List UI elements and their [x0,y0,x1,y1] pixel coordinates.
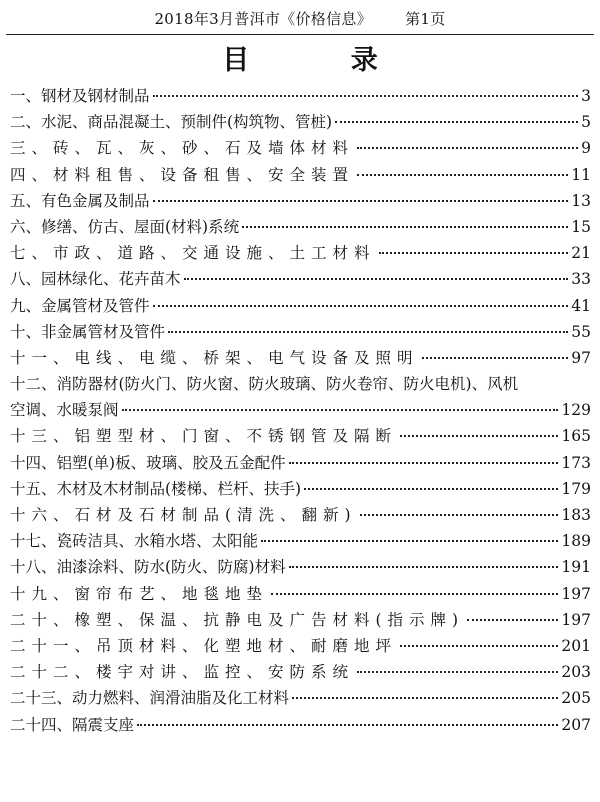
toc-entry[interactable] [10,83,591,109]
toc-entry-page: 183 [561,506,591,524]
toc-title: 目 录 [222,45,424,76]
toc-entry[interactable] [10,659,591,685]
issue-title: 2018年3月普洱市《价格信息》 [154,10,372,28]
toc-entry-label: 二十四、隔震支座 [10,715,135,734]
toc-entry-label: 十三、铝塑型材、门窗、不锈钢管及隔断 [10,427,398,446]
toc-entry-label: 六、修缮、仿古、屋面(材料)系统 [10,217,240,236]
dot-leader [467,619,558,621]
dot-leader [137,724,558,726]
toc-entry-page: 129 [561,401,591,420]
dot-leader [357,174,568,176]
toc-entry-label: 二十一、吊顶材料、化塑地材、耐磨地坪 [10,636,398,655]
toc-entry-page: 13 [571,191,591,210]
toc-entry-page: 197 [561,610,591,629]
dot-leader [304,488,558,490]
toc-entry-page: 201 [561,636,591,655]
toc-entry-label: 十七、瓷砖洁具、水箱水塔、太阳能 [10,532,259,551]
dot-leader [400,645,558,647]
toc-entry[interactable] [10,293,591,319]
toc-entry-page: 55 [571,322,591,341]
toc-entry-label: 五、有色金属及制品 [10,191,150,210]
toc-entry-page: 41 [571,296,591,315]
toc-entry[interactable] [10,581,591,607]
toc-entry[interactable] [10,450,591,476]
dot-leader [242,226,568,228]
dot-leader [271,593,558,595]
toc-entry[interactable] [10,188,591,214]
dot-leader [422,357,569,359]
toc-entry-page: 11 [571,165,591,184]
toc-entry-label: 八、园林绿化、花卉苗木 [10,270,181,289]
header-text [6,8,594,29]
dot-leader [357,671,558,673]
toc-entry-page: 5 [581,113,591,132]
toc-entry[interactable] [10,423,591,449]
toc-entry[interactable] [10,528,591,554]
toc-entry-page: 197 [561,584,591,603]
toc-entry-label: 空调、水暖泵阀 [10,401,119,420]
toc-entry-label: 十二、消防器材(防火门、防火窗、防火玻璃、防火卷帘、防火电机)、风机 [10,375,519,394]
toc-entry-page: 191 [561,558,591,577]
toc-entry-label: 二、水泥、商品混凝土、预制件(构筑物、管桩) [10,113,333,132]
toc-entry-label: 三、砖、瓦、灰、砂、石及墙体材料 [10,139,355,158]
toc-entry[interactable] [10,109,591,135]
page-number: 第1页 [405,10,446,28]
page-header [6,0,594,35]
toc-entry-label: 十一、电线、电缆、桥架、电气设备及照明 [10,348,419,367]
toc-entry-label: 十八、油漆涂料、防水(防火、防腐)材料 [10,558,286,577]
toc-entry[interactable] [10,607,591,633]
toc-entry-label: 十、非金属管材及管件 [10,322,166,341]
dot-leader [184,278,569,280]
toc-entry-page: 9 [581,139,591,158]
toc-entry[interactable] [10,685,591,711]
toc-entry[interactable] [10,214,591,240]
toc-entry-page: 3 [581,87,591,105]
dot-leader [168,331,568,333]
dot-leader [360,514,559,516]
toc-entry-label: 九、金属管材及管件 [10,296,150,315]
toc-entry-page: 165 [561,427,591,446]
table-of-contents [0,83,600,738]
toc-entry[interactable] [10,371,591,397]
toc-entry[interactable] [10,135,591,161]
toc-entry[interactable] [10,266,591,292]
toc-entry-label: 一、钢材及钢材制品 [10,87,150,105]
toc-entry-label: 十五、木材及木材制品(楼梯、栏杆、扶手) [10,479,302,498]
dot-leader [400,435,558,437]
toc-entry-label: 十六、石材及石材制品(清洗、翻新) [10,506,357,524]
toc-entry-label: 二十三、动力燃料、润滑油脂及化工材料 [10,689,290,708]
toc-entry-page: 173 [561,453,591,472]
toc-entry-label: 二十、橡塑、保温、抗静电及广告材料(指示牌) [10,610,465,629]
toc-entry-label: 十九、窗帘布艺、地毯地垫 [10,584,269,603]
dot-leader [153,95,579,97]
toc-entry-label: 二十二、楼宇对讲、监控、安防系统 [10,663,355,682]
toc-entry-page: 205 [561,689,591,708]
toc-entry[interactable] [10,240,591,266]
dot-leader [122,409,559,411]
toc-entry[interactable] [10,397,591,423]
dot-leader [153,200,569,202]
dot-leader [379,252,569,254]
toc-entry-label: 十四、铝塑(单)板、玻璃、胶及五金配件 [10,453,286,472]
dot-leader [292,697,558,699]
toc-entry[interactable] [10,712,591,738]
dot-leader [153,305,569,307]
toc-entry[interactable] [10,554,591,580]
toc-entry-page: 33 [571,270,591,289]
dot-leader [289,566,559,568]
toc-entry-page: 15 [571,217,591,236]
toc-entry[interactable] [10,319,591,345]
toc-entry-page: 179 [561,479,591,498]
dot-leader [289,462,559,464]
toc-entry[interactable] [10,162,591,188]
dot-leader [335,121,578,123]
toc-entry-page: 21 [571,244,591,263]
toc-entry-page: 189 [561,532,591,551]
toc-entry-label: 七、市政、道路、交通设施、土工材料 [10,244,376,263]
dot-leader [357,147,578,149]
toc-entry[interactable] [10,476,591,502]
toc-entry[interactable] [10,502,591,528]
dot-leader [261,540,558,542]
toc-entry-page: 203 [561,663,591,682]
toc-entry-label: 四、材料租售、设备租售、安全装置 [10,165,355,184]
toc-entry[interactable] [10,345,591,371]
toc-entry-page: 207 [561,715,591,734]
toc-entry[interactable] [10,633,591,659]
toc-entry-page: 97 [571,348,591,367]
